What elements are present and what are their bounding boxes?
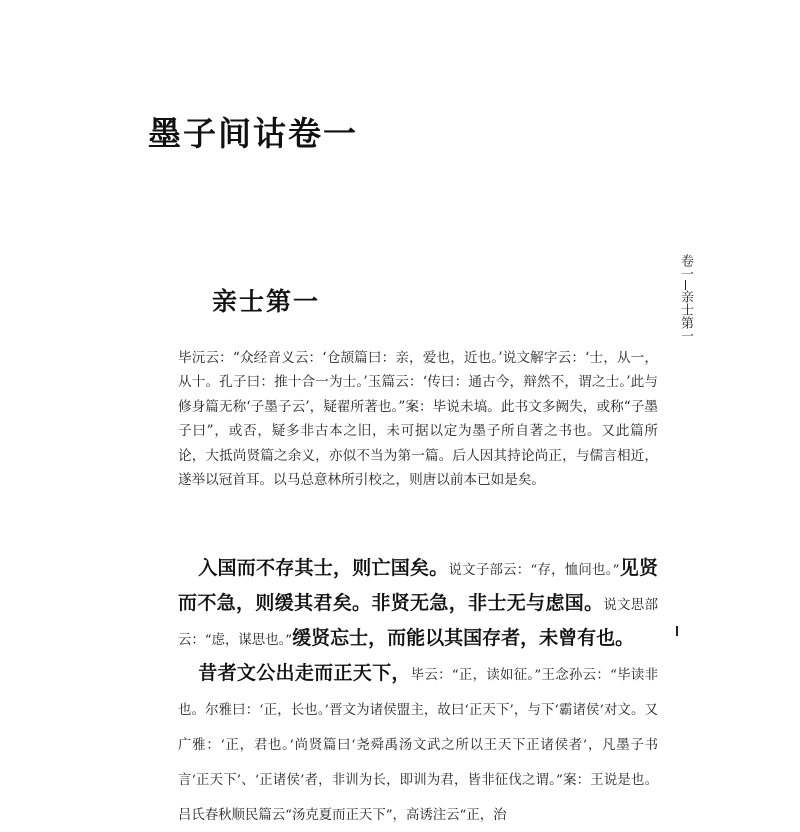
running-header xyxy=(677,254,693,342)
main-sentence: 昔者文公出走而正天下， xyxy=(198,662,411,684)
main-text xyxy=(178,552,658,832)
book-title: 墨子间诂卷一 xyxy=(148,114,358,153)
running-header-divider xyxy=(685,280,686,290)
paragraph-2 xyxy=(178,657,658,832)
running-header-volume: 卷一 xyxy=(678,254,693,280)
commentary-note: 说文思部云：“虑，谋思也。” xyxy=(178,598,658,648)
chapter-title: 亲士第一 xyxy=(212,287,321,316)
main-sentence: 见贤而不急，则缓其君矣。非贤无急，非士无与虑国。 xyxy=(178,557,658,614)
main-sentence: 入国而不存其士，则亡国矣。 xyxy=(198,557,449,579)
commentary-note: 说文子部云：“存，恤问也。” xyxy=(448,563,620,578)
commentary-note: 毕云：“正，读如征。”王念孙云：“毕读非也。尔雅曰：‘正，长也。’晋文为诸侯盟主，故曰‘正天下’，与下‘霸诸侯’对文。又广雅：‘正，君也。’尚贤篇曰‘尧舜禹汤文武之所以王天下正诸侯者’，凡墨子书言‘正天下’、‘正诸侯’者，非训为长，即训为君，皆非征伐之谓。”案：王说是也。吕氏春秋顺民篇云“汤克夏而正天下”，高诱注云“正，治 xyxy=(178,668,658,823)
intro-note xyxy=(178,346,658,492)
running-header-chapter: 亲士第一 xyxy=(678,290,693,342)
intro-note-text: 毕沅云：“众经音义云：‘仓颉篇曰：亲，爱也，近也。’说文解字云：‘士，从一，从十。孔子曰：推十合一为士。’玉篇云：‘传曰：通古今，辩然不，谓之士。’此与修身篇无称‘子墨子云’，疑翟所著也。”案：毕说未塙。此书文多阙失，或称“子墨子曰”，或否，疑多非古本之旧，未可据以定为墨子所自著之书也。又此篇所论，大抵尚贤篇之余义，亦似不当为第一篇。后人因其持论尚正，与儒言相近，遂举以冠首耳。以马总意林所引校之，则唐以前本已如是矣。 xyxy=(178,350,658,489)
paragraph-1 xyxy=(178,552,658,657)
margin-mark xyxy=(676,626,678,636)
main-sentence: 缓贤忘士，而能以其国存者，未曾有也。 xyxy=(292,627,635,649)
